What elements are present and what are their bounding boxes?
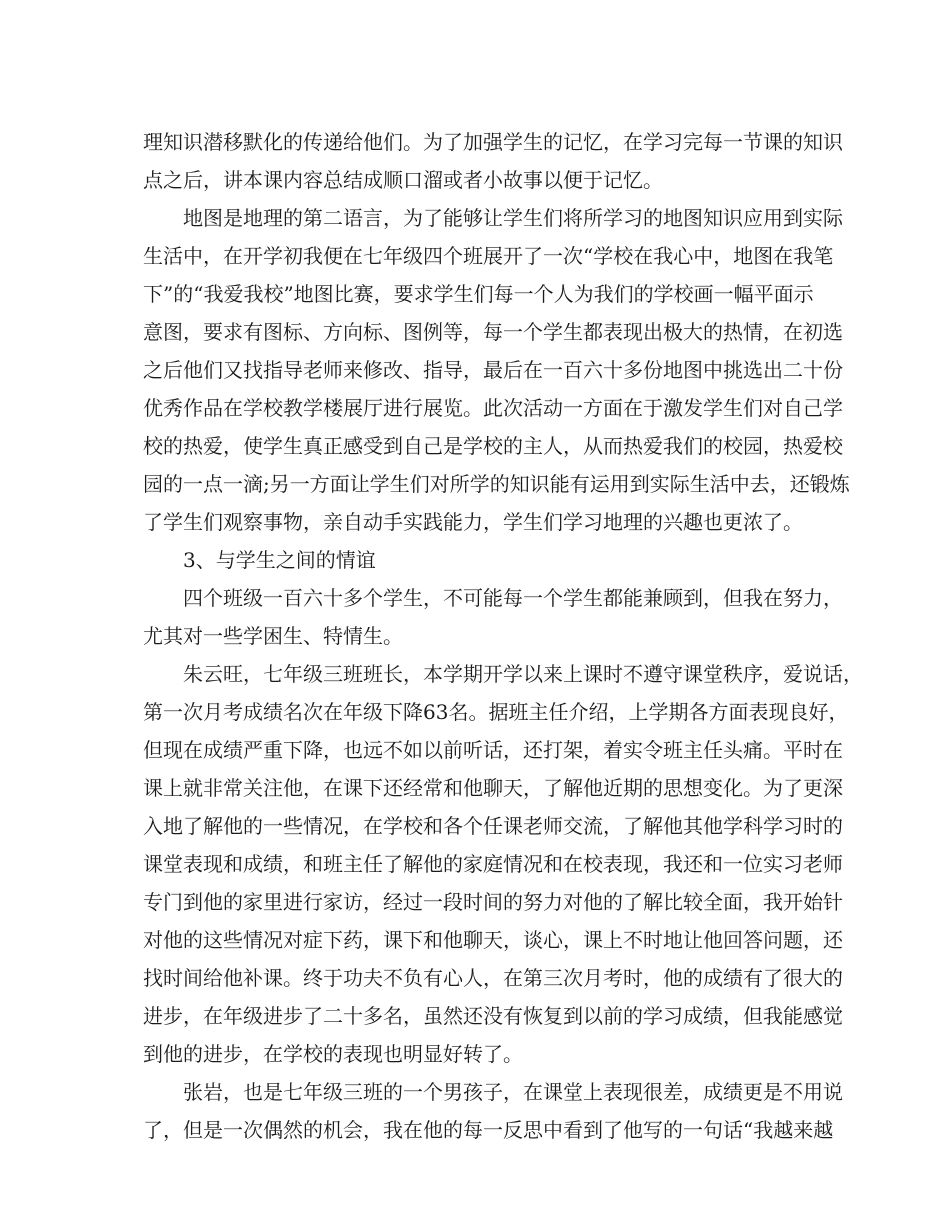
text-line: 第一次月考成绩名次在年级下降63名。据班主任介绍，上学期各方面表现良好， (143, 700, 849, 724)
text-line: 尤其对一些学困生、特情生。 (143, 624, 403, 648)
text-line: 校的热爱，使学生真正感受到自己是学校的主人，从而热爱我们的校园，热爱校 (143, 434, 843, 458)
text-line: 课堂表现和成绩，和班主任了解他的家庭情况和在校表现，我还和一位实习老师 (143, 852, 843, 876)
text-line: 对他的这些情况对症下药，课下和他聊天，谈心，课上不时地让他回答问题，还 (143, 928, 843, 952)
section-heading: 3、与学生之间的情谊 (183, 548, 376, 572)
text-line: 朱云旺，七年级三班班长，本学期开学以来上课时不遵守课堂秩序，爱说话， (183, 662, 863, 686)
text-line: 生活中，在开学初我便在七年级四个班展开了一次“学校在我心中，地图在我笔 (143, 244, 834, 268)
text-line: 入地了解他的一些情况，在学校和各个任课老师交流，了解他其他学科学习时的 (143, 814, 843, 838)
text-line: 地图是地理的第二语言，为了能够让学生们将所学习的地图知识应用到实际 (183, 206, 843, 230)
text-line: 专门到他的家里进行家访，经过一段时间的努力对他的了解比较全面，我开始针 (143, 890, 843, 914)
text-line: 但现在成绩严重下降，也远不如以前听话，还打架，着实令班主任头痛。平时在 (143, 738, 843, 762)
text-line: 之后他们又找指导老师来修改、指导，最后在一百六十多份地图中挑选出二十份 (143, 358, 843, 382)
text-line: 课上就非常关注他，在课下还经常和他聊天，了解他近期的思想变化。为了更深 (143, 776, 843, 800)
text-line: 下”的“我爱我校”地图比赛，要求学生们每一个人为我们的学校画一幅平面示 (143, 282, 814, 306)
text-line: 点之后，讲本课内容总结成顺口溜或者小故事以便于记忆。 (143, 168, 663, 192)
text-line: 理知识潜移默化的传递给他们。为了加强学生的记忆，在学习完每一节课的知识 (143, 130, 843, 154)
text-line: 了学生们观察事物，亲自动手实践能力，学生们学习地理的兴趣也更浓了。 (143, 510, 803, 534)
text-line: 找时间给他补课。终于功夫不负有心人，在第三次月考时，他的成绩有了很大的 (143, 966, 843, 990)
text-line: 园的一点一滴;另一方面让学生们对所学的知识能有运用到实际生活中去，还锻炼 (143, 472, 850, 496)
text-line: 四个班级一百六十多个学生，不可能每一个学生都能兼顾到，但我在努力， (183, 586, 843, 610)
text-line: 优秀作品在学校教学楼展厅进行展览。此次活动一方面在于激发学生们对自己学 (143, 396, 843, 420)
text-line: 张岩，也是七年级三班的一个男孩子，在课堂上表现很差，成绩更是不用说 (183, 1080, 843, 1104)
text-line: 进步，在年级进步了二十多名，虽然还没有恢复到以前的学习成绩，但我能感觉 (143, 1004, 843, 1028)
text-line: 了，但是一次偶然的机会，我在他的每一反思中看到了他写的一句话“我越来越 (143, 1118, 834, 1142)
text-line: 到他的进步，在学校的表现也明显好转了。 (143, 1042, 523, 1066)
text-line: 意图，要求有图标、方向标、图例等，每一个学生都表现出极大的热情，在初选 (143, 320, 843, 344)
